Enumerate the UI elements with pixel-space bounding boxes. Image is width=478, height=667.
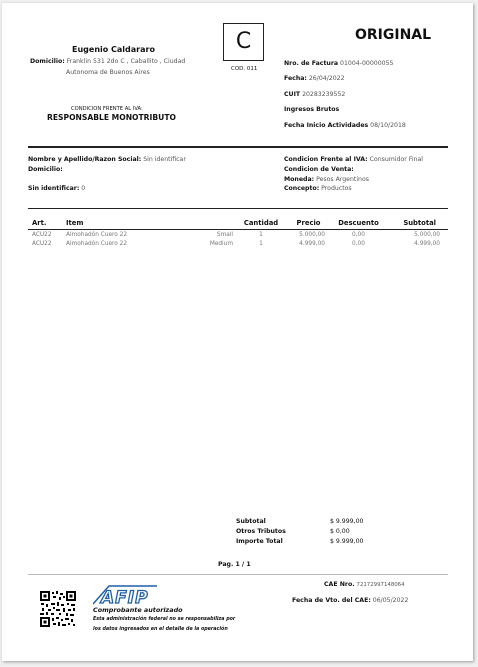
client-address-label: Domicilio:	[28, 166, 63, 173]
col-art: Art.	[28, 218, 66, 230]
col-discount: Descuento	[331, 218, 386, 230]
invoice-ingresos-brutos: Ingresos Brutos	[284, 106, 340, 113]
invoice-letter-box: C	[223, 23, 264, 61]
invoice-number: Nro. de Factura 01004-00000055	[284, 60, 394, 67]
table-header-row	[28, 218, 448, 230]
header-divider	[28, 146, 448, 148]
client-sale-condition: Condicion de Venta:	[284, 166, 354, 173]
issuer-address-label: Domicilio:	[30, 58, 65, 65]
issuer-iva-caption: CONDICION FRENTE AL IVA:	[71, 106, 143, 112]
afip-logo-icon	[93, 585, 159, 605]
col-subtotal: Subtotal	[386, 218, 448, 230]
invoice-start-date: Fecha Inicio Actividades 08/10/2018	[284, 122, 406, 129]
page-number: Pag. 1 / 1	[218, 561, 251, 568]
cae-number: CAE Nro. 72172997148064	[324, 581, 405, 588]
afip-logo-text: AFIP	[101, 588, 149, 605]
totals-total-value: $ 9.999,00	[330, 538, 364, 545]
disclaimer-line1: Esta administración federal no se responsabiliza por	[93, 617, 236, 622]
footer-divider	[28, 574, 448, 575]
invoice-page	[2, 3, 473, 661]
totals-other-value: $ 0,00	[330, 528, 350, 535]
qr-code-icon	[40, 591, 76, 627]
client-sin-identificar: Sin identificar: 0	[28, 185, 86, 192]
totals-other-label: Otros Tributos	[236, 528, 286, 535]
issuer-address-line2: Autonoma de Buenos Aires	[66, 69, 150, 76]
totals-subtotal-value: $ 9.999,00	[330, 518, 364, 525]
col-item: Item	[66, 218, 186, 230]
invoice-cuit: CUIT 20283239552	[284, 91, 346, 98]
client-iva: Condicion Frente al IVA: Consumidor Final	[284, 156, 424, 163]
col-quantity: Cantidad	[236, 218, 286, 230]
issuer-name: Eugenio Caldararo	[72, 45, 155, 54]
issuer-address-value: Franklin 531 2do C , Caballito , Ciudad	[66, 58, 186, 65]
authorized-label: Comprobante autorizado	[93, 606, 183, 614]
issuer-address-line1	[30, 58, 185, 65]
col-price: Precio	[286, 218, 331, 230]
invoice-date: Fecha: 26/04/2022	[284, 75, 345, 82]
col-variant	[186, 218, 236, 230]
items-table	[28, 218, 448, 248]
client-name: Nombre y Apellido/Razon Social: Sin identificar	[28, 156, 186, 163]
cae-expiry: Fecha de Vto. del CAE: 06/05/2022	[292, 597, 409, 604]
client-currency: Moneda: Pesos Argentinos	[284, 176, 369, 183]
copy-type: ORIGINAL	[355, 27, 432, 43]
client-concept: Concepto: Productos	[284, 185, 352, 192]
totals-total-label: Importe Total	[236, 538, 283, 545]
table-row: ACU22 Almohadón Cuero 22 Small 1 5.000,00 0,00 5.000,00	[32, 232, 440, 238]
client-divider	[28, 208, 448, 209]
cod-label: COD. 011	[231, 66, 258, 72]
table-row: ACU22 Almohadón Cuero 22 Medium 1 4.999,00 0,00 4.999,00	[32, 241, 440, 247]
issuer-iva-value: RESPONSABLE MONOTRIBUTO	[47, 113, 176, 122]
disclaimer-line2: los datos ingresados en el detalle de la operación	[93, 627, 228, 632]
totals-subtotal-label: Subtotal	[236, 518, 266, 525]
